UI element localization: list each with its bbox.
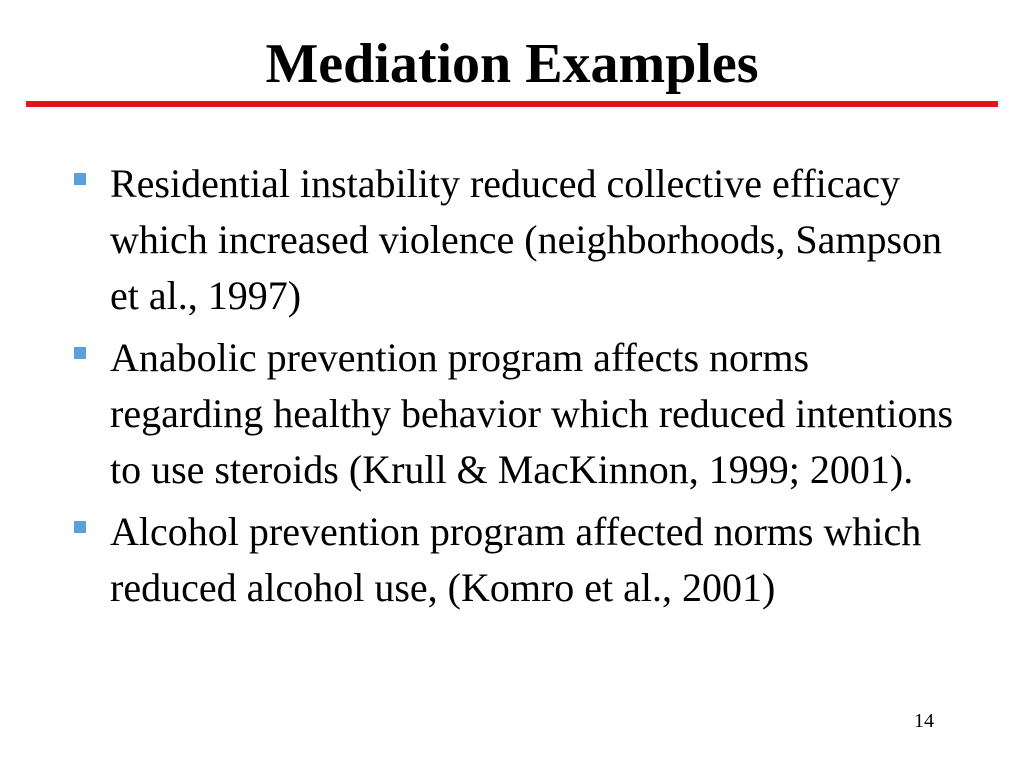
bullet-list <box>74 156 954 622</box>
page-number: 14 <box>914 710 934 732</box>
square-bullet-icon <box>74 521 86 533</box>
slide-title: Mediation Examples <box>265 33 759 95</box>
bullet-item <box>74 504 954 616</box>
bullet-item <box>74 156 954 324</box>
bullet-item <box>74 330 954 498</box>
title-underline <box>26 101 998 107</box>
bullet-text: Residential instability reduced collective efficacy which increased violence (neighborhoods, Sampson et al., 1997) <box>110 161 943 318</box>
bullet-text: Alcohol prevention program affected norms which reduced alcohol use, (Komro et al., 2001) <box>110 509 922 610</box>
square-bullet-icon <box>74 173 86 185</box>
bullet-text: Anabolic prevention program affects norms regarding healthy behavior which reduced intentions to use steroids (Krull & MacKinnon, 1999; 2001). <box>110 335 954 492</box>
square-bullet-icon <box>74 347 86 359</box>
